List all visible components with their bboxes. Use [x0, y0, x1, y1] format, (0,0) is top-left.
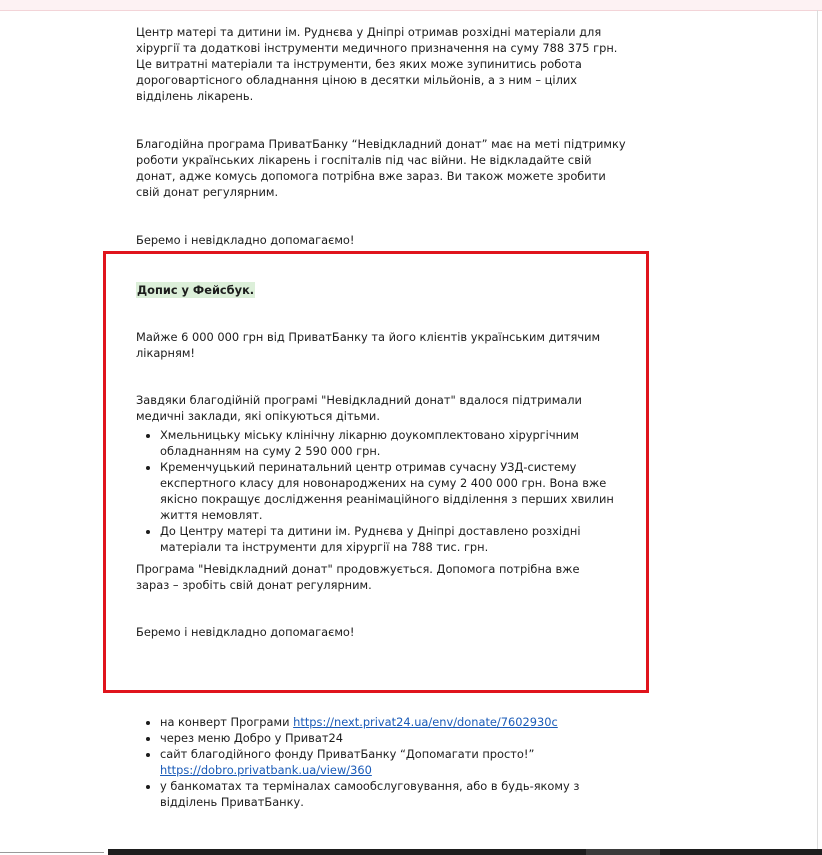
donate-methods-list	[136, 714, 616, 810]
intro-section	[136, 24, 626, 248]
intro-paragraph-1: Центр матері та дитини ім. Руднєва у Дніпрі отримав розхідні матеріали для хірургії та додаткові інструменти медичного призначення на суму 788 375 грн. Це витратні матеріали та інструменти, без яких може зупинитись робота дороговартісного обладнання ціною в десятки мільйонів, а з ним – цілих відділень лікарень.	[136, 25, 618, 103]
bottom-scrollbar[interactable]	[108, 849, 822, 855]
bottom-left-divider	[0, 852, 104, 853]
page-edge-line	[817, 10, 818, 855]
list-item: • через меню Добро у Приват24	[160, 730, 616, 746]
list-item: • Хмельницьку міську клінічну лікарню доукомплектовано хірургічним обладнанням на суму 2 590 000 грн.	[160, 427, 616, 459]
list-item	[160, 714, 616, 730]
scrollbar-thumb[interactable]	[586, 849, 660, 855]
donate-methods	[136, 714, 616, 810]
intro-paragraph-2: Благодійна програма ПриватБанку “Невідкладний донат” має на меті підтримку роботи українських лікарень і госпіталів під час війни. Не відкладайте свій донат, адже комусь допомога потрібна вже зараз. Ви також можете зробити свій донат регулярним.	[136, 137, 626, 199]
donate-method-envelope: на конверт Програми	[160, 715, 294, 729]
facebook-post-list	[136, 427, 616, 555]
facebook-post-paragraph-3: Програма "Невідкладний донат" продовжується. Допомога потрібна вже зараз – зробіть свій донат регулярним.	[136, 562, 580, 592]
facebook-post-title: Допис у Фейсбук.	[137, 283, 255, 297]
top-bar	[0, 0, 822, 11]
list-item: • До Центру матері та дитини ім. Руднєва у Дніпрі доставлено розхідні матеріали та інструменти для хірургії на 788 тис. грн.	[160, 523, 616, 555]
list-item: • у банкоматах та терміналах самообслуговування, або в будь-якому з відділень ПриватБанку.	[160, 778, 616, 810]
fund-site-link[interactable]: https://dobro.privatbank.ua/view/360	[160, 763, 372, 777]
donate-method-fund-site: сайт благодійного фонду ПриватБанку “Допомагати просто!”	[160, 747, 535, 761]
facebook-post-paragraph-2: Завдяки благодійній програмі "Невідкладний донат" вдалося підтримали медичні заклади, які опікуються дітьми.	[136, 393, 582, 423]
facebook-post-paragraph-1: Майже 6 000 000 грн від ПриватБанку та його клієнтів українським дитячим лікарням!	[136, 330, 601, 360]
donate-envelope-link[interactable]: https://next.privat24.ua/env/donate/7602930c	[293, 715, 558, 729]
facebook-post-paragraph-4: Беремо і невідкладно допомагаємо!	[136, 625, 355, 639]
list-item: • Кременчуцький перинатальний центр отримав сучасну УЗД-систему експертного класу для новонароджених на суму 2 400 000 грн. Вона вже якісно покращує дослідження реанімаційного відділення з перших хвилин життя немовлят.	[160, 459, 616, 523]
list-item	[160, 746, 616, 778]
facebook-post	[136, 282, 616, 640]
intro-paragraph-3: Беремо і невідкладно допомагаємо!	[136, 233, 355, 247]
